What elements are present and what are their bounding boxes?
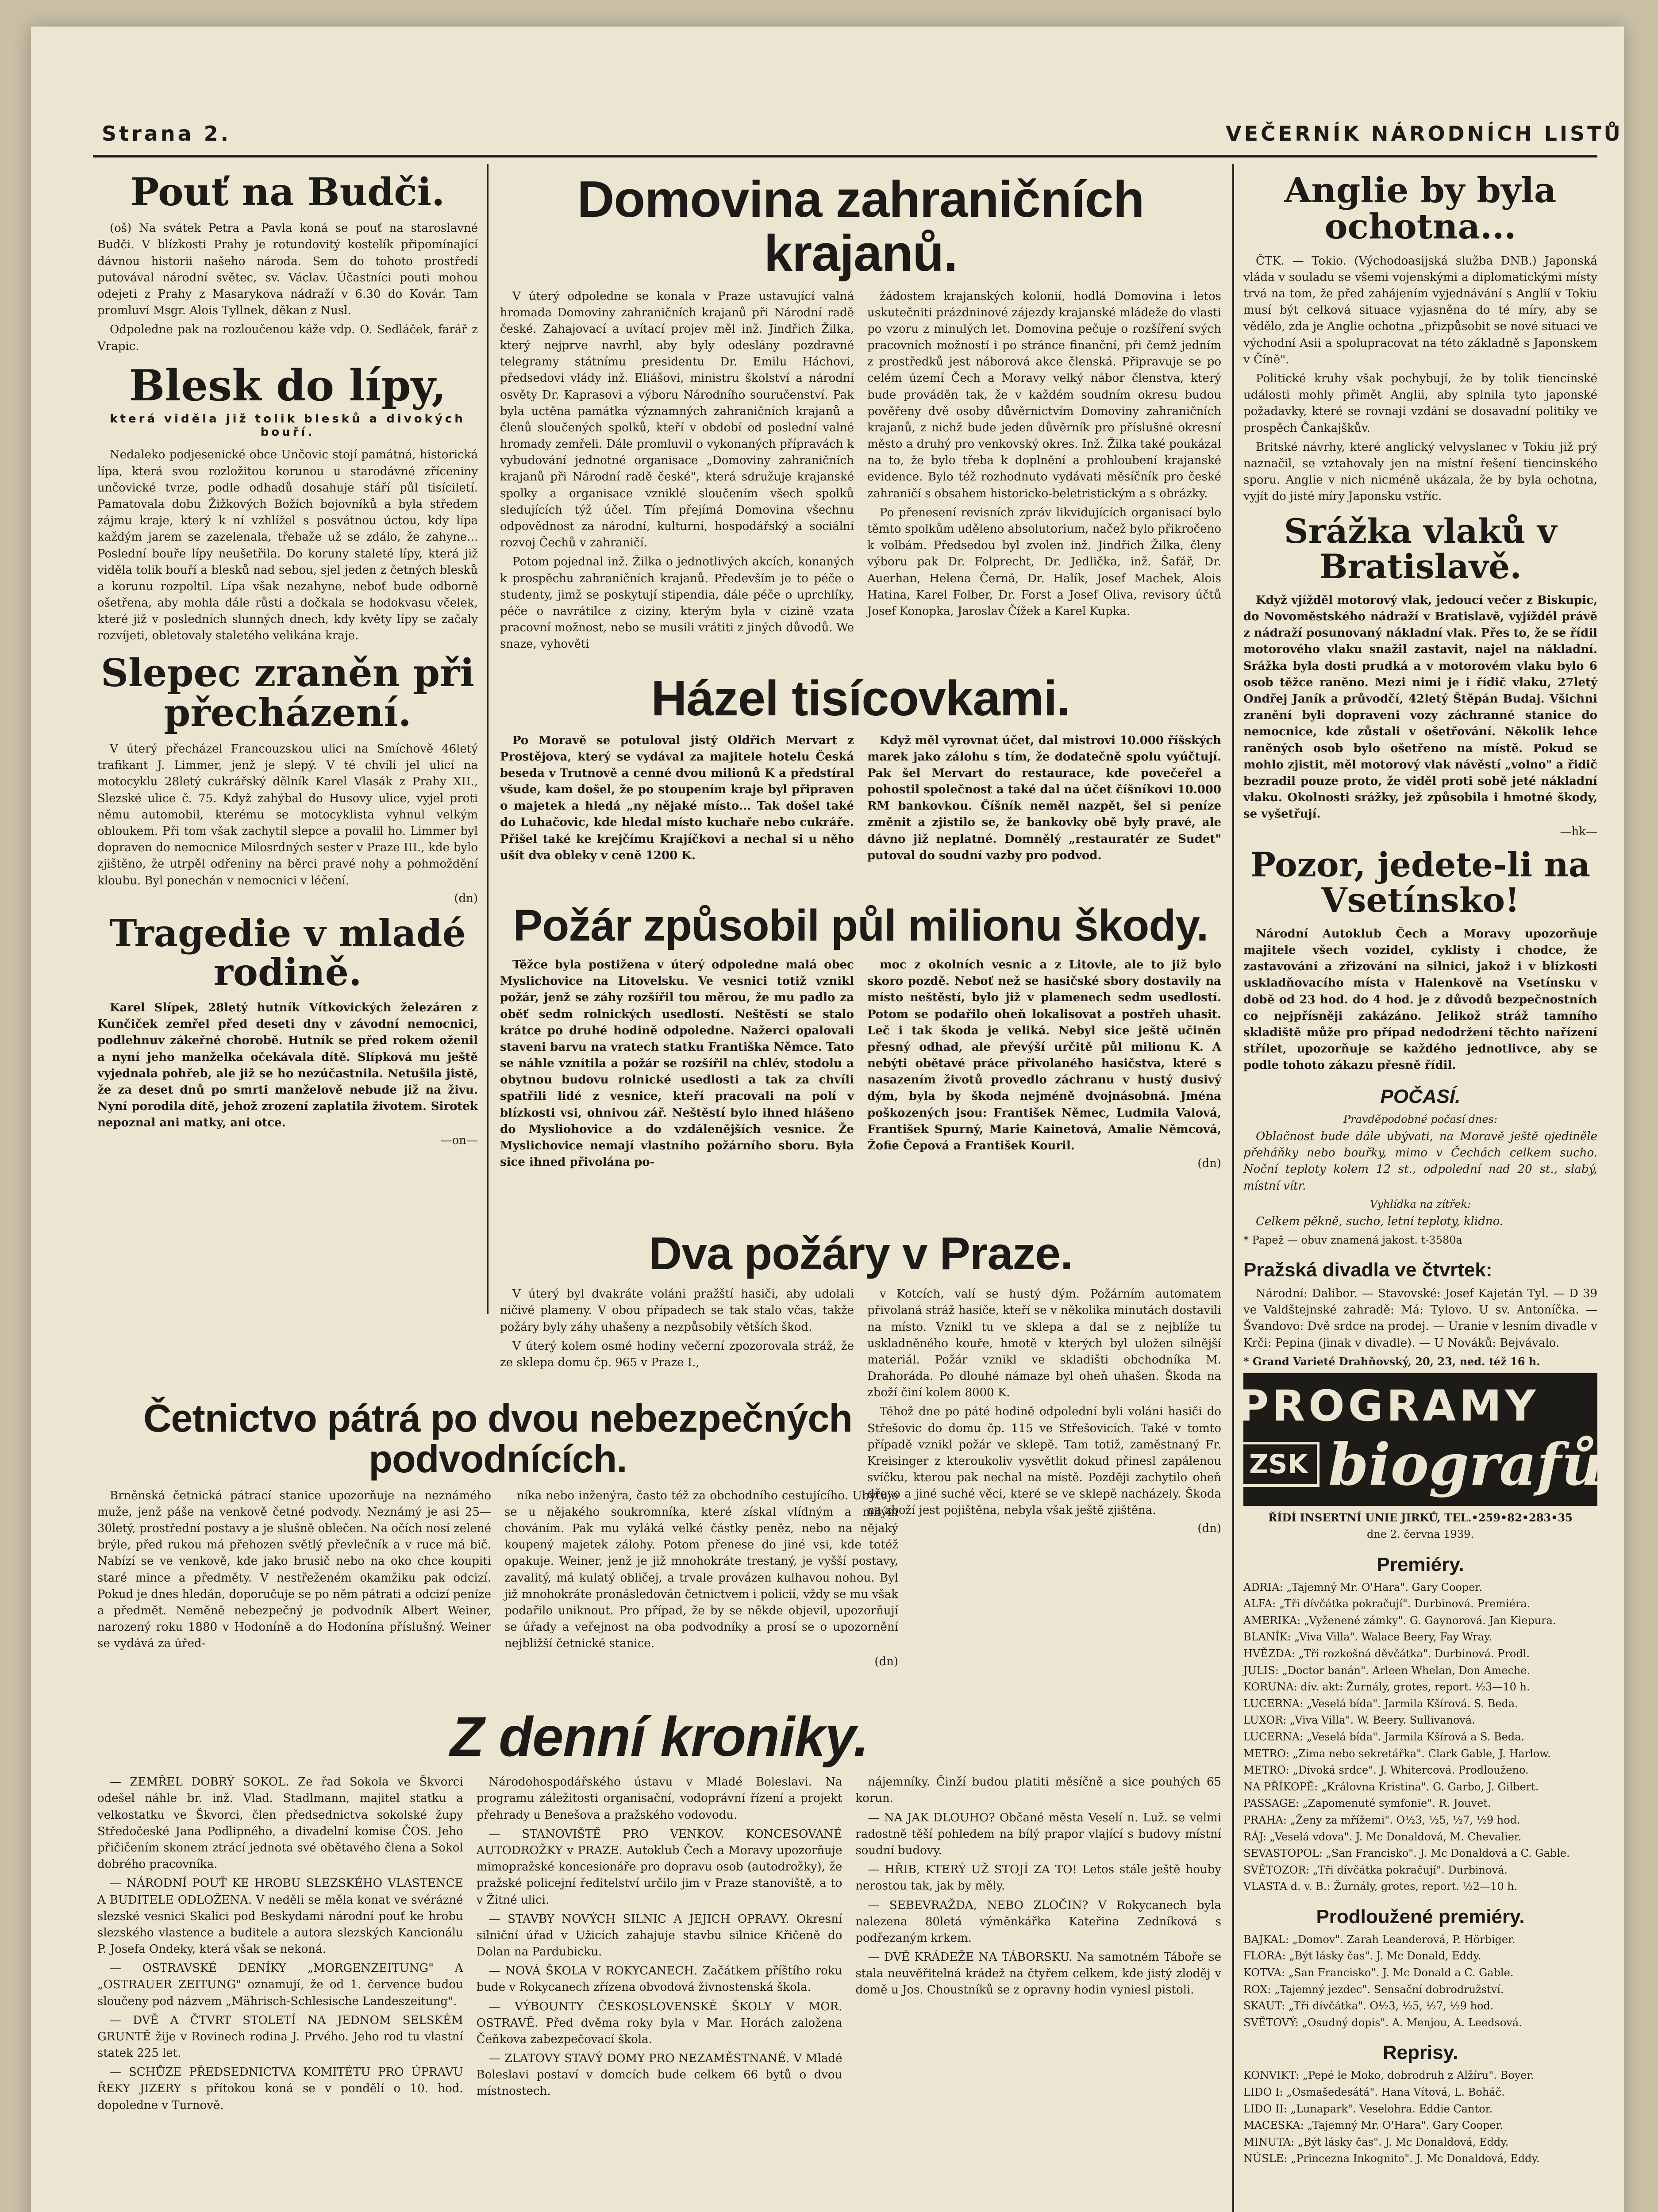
article-headline: Srážka vlaků v Bratislavě.: [1284, 511, 1557, 587]
article-text: Karel Slípek, 28letý hutník Vítkovických železáren z Kunčiček zemřel před deseti dny v závodní nemocnici, podlehnuv zákeřné chorobě. Hutník se před rokem oženil a nyní jeho manželka očekávala dítě. Slípková mu ještě vyjednala pohřeb, ale již se ho nezúčastnila. Netušila jistě, že za deset dnů po smrti manželově nebude již na živu. Nyní porodila dítě, jehož zrození zaplatila životem. Sirotek nepoznal ani matky, ani otce.: [97, 1001, 478, 1130]
news-item: — ZEMŘEL DOBRÝ SOKOL. Ze řad Sokola ve Škvorci odešel náhle br. inž. Vlad. Stadlmann, majitel statku a velkostatku ve Škvorci, člen předsednictva sokolské župy Středočeské Jana Podlipného, a divadelní komise ČOS. Jeho přičičením skonem ztrácí jednota své obětavého člena a Sokol dobrého pracovníka.: [97, 1775, 463, 1871]
small-ad: * Papež — obuv znamená jakost. t-3580a: [1243, 1233, 1462, 1246]
news-item: — SCHŮZE PŘEDSEDNICTVA KOMITÉTU PRO ÚPRAVU ŘEKY JIZERY s přítokou koná se v pondělí o 10. hod. dopoledne v Turnově.: [97, 2066, 463, 2112]
masthead: VEČERNÍK NÁRODNÍCH LISTŮ: [1226, 122, 1623, 146]
weather-title: POČASÍ.: [1380, 1085, 1461, 1107]
article-text: Po Moravě se potuloval jistý Oldřich Mervart z Prostějova, který se vydával za majitele hotelu Česká beseda v Trutnově a cenné dvou milionů K a předstíral všude, kam došel, že po stoupením kraje byl připraven o majetek a hledá „ny nějaké místo... Tak došel také do Luhačovic, kde hledal místo kuchaře nebo cukráře. Přišel také ke krejčímu Krajíčkovi a nechal si u něho ušít dva obleky v ceně 1200 K.: [500, 733, 854, 862]
ad-logo: ZSK: [1238, 1442, 1319, 1487]
news-item: — DVĚ KRÁDEŽE NA TÁBORSKU. Na samotném Táboře se stala neuvěřitelná krádež na čtyřem celkem, kde jistý zloděj v domě u Jos. Choustníků se z opravny hodin vyniesl pistoli.: [855, 1951, 1222, 1997]
cinema-listing: ALFA: „Tři dívčátka pokračují". Durbinová. Premiéra.: [1243, 1598, 1531, 1610]
reprisy-title: Reprisy.: [1382, 2042, 1458, 2064]
weather-text: Oblačnost bude dále ubývati, na Moravě ještě ojediněle přeháňky nebo bouřky, mimo v Čechách celkem sucho. Noční teploty kolem 12 st., odpolední nad 20 st., slabý, místní vítr.: [1243, 1130, 1597, 1193]
news-item: — DVĚ A ČTVRT STOLETÍ NA JEDNOM SELSKÉM GRUNTĚ žije v Rovinech rodina J. Prvého. Jeho rod tu vlastní statek 225 let.: [97, 2013, 463, 2060]
article-subhead: která viděla již tolik blesků a divokých bouří.: [110, 412, 465, 439]
author-sign: —on—: [440, 1134, 478, 1148]
cinema-listing: LUCERNA: „Veselá bída". Jarmila Kšírová. S. Beda.: [1243, 1697, 1518, 1710]
news-item: — VÝBOUNTY ČESKOSLOVENSKÉ ŠKOLY V MOR. OSTRAVĚ. Před dvěma roky byla v Mar. Horách založena Čeňkova zabezpečovací škola.: [476, 2000, 842, 2046]
premiery-title: Premiéry.: [1377, 1553, 1464, 1575]
prodl-list: [1243, 1932, 1597, 2031]
hazel-article: [500, 664, 1221, 894]
cinema-ad-banner: [1237, 1373, 1604, 1506]
ad-footer: ŘÍDÍ INSERTNÍ UNIE JIRKŮ, TEL.•259•82•283•35: [1268, 1511, 1573, 1525]
cinema-listing: LUXOR: „Viva Villa". W. Beery. Sullivanová.: [1243, 1714, 1475, 1727]
article-text: Potom pojednal inž. Žilka o jednotlivých akcích, konaných k prospěchu zahraničních krajanů. Především je to péče o studenty, jimž se poskytují stipendia, dále péče o uprchlíky, péče o navrátilce z ciziny, kterým byla v cizině vzata pracovní možnost, nebo se musili vrátiti z jiných důvodů. We snaze, vyhověti: [500, 555, 854, 651]
page-number: Strana 2.: [102, 122, 231, 146]
cinema-listing: RÁJ: „Veselá vdova". J. Mc Donaldová, M. Chevalier.: [1243, 1830, 1522, 1843]
news-item: — SEBEVRAŽDA, NEBO ZLOČIN? V Rokycanech byla nalezena 80letá výměnkářka Kateřina Zedníková s podřezaným krkem.: [855, 1898, 1222, 1945]
right-column: [1237, 164, 1604, 2212]
theatre-grand: * Grand Varieté Drahňovský, 20, 23, ned. též 16 h.: [1243, 1355, 1540, 1368]
article-text: žádostem krajanských kolonií, hodlá Domovina i letos uskutečniti prázdninové zájezdy krajanské mládeže do vlasti po vzoru z minulých let. Domovina pečuje o rozšíření svých pracovních možností i po stránce finanční, při čemž jedním z prostředků jest náborová akce členská. Připravuje se po celém území Čech a Moravy velký nábor členstva, který bude prováděn tak, že v každém soudním okresu budou pověřeny dvě osoby důvěrnictvím Domoviny zahraničních krajanů, z nichž bude jeden důvěrník pro příslušné okresní město a druhý pro venkovský okres. Inž. Žilka také poukázal na to, že bylo třeba k doplnění a prohloubení krajanské evidence. Bylo též rozhodnuto vydávati měsíčník pro české zahraničí s obsahem historicko-beletristickým a s obrázky.: [867, 289, 1221, 500]
cinema-listing: PRAHA: „Ženy za mřížemi". O½3, ½5, ½7, ½9 hod.: [1243, 1813, 1520, 1826]
column-rule: [487, 164, 489, 1314]
article-headline: Slepec zraněn při přecházení.: [100, 650, 475, 735]
article-headline: Pouť na Budči.: [130, 170, 445, 215]
news-item: — STAVBY NOVÝCH SILNIC A JEJICH OPRAVY. Okresní silniční úřad v Užicích zahajuje stavbu silnice Křičeně do Dolan na Pardubicku.: [476, 1912, 842, 1959]
author-sign: (dn): [1197, 1157, 1221, 1171]
article-text: Po přenesení revisních zpráv likvidujících organisací bylo těmto spolkům uděleno absolutorium, načež bylo přikročeno k volbám. Předsedou byl zvolen inž. Jindřich Žilka, členy výboru pak Dr. Folprecht, Dr. Jedlička, inž. Šafář, Dr. Auerhan, Helena Černá, Dr. Halík, Josef Machek, Alois Hatina, Karel Folber, Dr. Forst a Josef Oliva, revisory účtů Josef Konopka, Jaroslav Čížek a Karel Kupka.: [867, 506, 1221, 618]
article-text: moc z okolních vesnic a z Litovle, ale to již bylo skoro pozdě. Neboť než se hasičské sbory dostavily na místo neštěstí, bylo již v plamenech sedm usedlostí. Potom se podařilo oheň lokalisovat a postřeh uhasit. Leč i tak škoda je veliká. Nebyl sice ještě učiněn přesný odhad, ale převýší určitě půl milionu K. A nebýti obětavé práce přivolaného hasičstva, které s nasazením životů provedlo záchranu v hustý dusivý dým, byla by škoda nejméně dvojnásobná. Jména poškozených jsou: František Němec, Ludmila Valová, František Spurný, Marie Kainetová, Amalie Němcová, Žofie Čepová a František Kouril.: [867, 958, 1221, 1152]
theatre-text: Národní: Dalibor. — Stavovské: Josef Kajetán Tyl. — D 39 ve Valdštejnské zahradě: Má: Tylovo. U sv. Antoníčka. — Švandovo: Dvě srdce na prodej. — Uranie v lesním divadle v Krči: Pepina (jinak v divadle). — U Nováků: Bejvávalo.: [1243, 1287, 1597, 1350]
article-headline: Tragedie v mladé rodině.: [109, 911, 466, 994]
theatre-title: Pražská divadla ve čtvrtek:: [1243, 1259, 1493, 1281]
article-text: V úterý odpoledne se konala v Praze ustavující valná hromada Domoviny zahraničních krajanů při Národní radě české. Zahajovací a uvítací projev měl inž. Jindřich Žilka, který nejprve navrhl, aby byly odeslány pozdravné telegramy státnímu presidentu Dr. Emilu Háchovi, předsedovi vlády inž. Eliášovi, ministru školství a národní osvěty Dr. Kaprasovi a výboru Národního souručenství. Pak byla uctěna památka významných zahraničních krajanů a členů sloučených spolků, kteří v období od poslední valné hromady zemřeli. Dále promluvil o vykonaných přípravách k vybudování jednotné organisace „Domoviny zahraničních krajanů při Národní radě české", která sdružuje krajanské spolky a organisace vzniklé sloučením všech spolků sledujících týž účel. Tím přejímá Domovina všechnu odpovědnost za národní, kulturní, hospodářský a sociální rozvoj Čechů v zahraničí.: [500, 289, 854, 550]
ad-heading: PROGRAMY: [1237, 1381, 1539, 1431]
news-item: — HŘIB, KTERÝ UŽ STOJÍ ZA TO! Letos stále ještě houby nerostou tak, jak by měly.: [855, 1863, 1222, 1893]
cinema-listing: NÚSLE: „Princezna Inkognito". J. Mc Donaldová, Eddy.: [1243, 2152, 1540, 2165]
article-text: Nedaleko podjesenické obce Unčovic stojí památná, historická lípa, která svou rozložitou korunou u starodávné zříceniny unčovické tvrze, podle odhadů dosahuje stáří půl tisíciletí. Pamatovala dobu Žižkových Božích bojovníků a byla středem zájmu kraje, který k ní vzhlížel s posvátnou úctou, kdy lípa každým jarem se zazelenala, třebaže už se zdálo, že zahyne... Poslední bouře lípy neušetřila. Do koruny staleté lípy, která již viděla tolik bouří a blesků nad sebou, sjel jeden z četných blesků a korunu rozpoltil. Lípa však nezahyne, neboť bude odborně ošetřena, aby mohla dále růsti a dočkala se hodokvasu včelek, které již v posledních slunných dnech, kdy květy lípy se začaly rozvíjeti, obletovaly staletého velikána kraje.: [97, 448, 478, 643]
cinema-listing: AMERIKA: „Vyženené zámky". G. Gaynorová. Jan Kiepura.: [1243, 1614, 1556, 1627]
weather-subtitle: Pravděpodobné počasí dnes:: [1343, 1113, 1497, 1125]
cinema-listing: BLANÍK: „Viva Villa". Walace Beery, Fay Wray.: [1243, 1631, 1492, 1644]
news-item: — OSTRAVSKÉ DENÍKY „MORGENZEITUNG" A „OSTRAUER ZEITUNG" oznamují, že od 1. července budou sloučeny pod názvem „Mährisch-Schlesische Landeszeitung".: [97, 1962, 463, 2008]
cinema-listing: KONVIKT: „Pepé le Moko, dobrodruh z Alžíru". Boyer.: [1243, 2069, 1534, 2082]
author-sign: (dn): [454, 891, 478, 905]
cinema-listing: LUCERNA: „Veselá bída". Jarmila Kšírová a S. Beda.: [1243, 1730, 1525, 1743]
section-headline: Z denní kroniky.: [450, 1705, 869, 1768]
article-text: Brněnská četnická pátrací stanice upozorňuje na neznámého muže, jenž páše na venkově četné podvody. Neznámý je asi 25—30letý, prostřední postavy a je slušně oblečen. Na očích nosí zelené brýle, před rukou má přehozen světlý převlečník a v ruce má bič. Nabízí se ve venkově, kde jako brusič nebo na oko chce koupiti staré mince a předměty. V nestřeženém okamžiku pak odcizí. Pokud je dnes hledán, doporučuje se po něm pátrati a odcizí peníze a předmět. Neměně nebezpečný je podvodník Albert Weiner, narozený roku 1880 v Hodoníně a do Hodonína příslušný. Weiner se vydává za úřed-: [97, 1489, 491, 1651]
article-text: Politické kruhy však pochybují, že by tolik tiencinské události mohly přimět Anglii, aby splnila tyto japonské požadavky, které se rovnají vzdání se dosavadní politiky ve prospěch Čankajškův.: [1243, 372, 1597, 435]
article-headline: Domovina zahraničních krajanů.: [577, 170, 1144, 282]
cinema-listing: MACESKA: „Tajemný Mr. O'Hara". Gary Cooper.: [1243, 2119, 1504, 2132]
header-rule: [93, 155, 1597, 157]
article-headline: Dva požáry v Praze.: [649, 1228, 1073, 1279]
article-headline: Anglie by byla ochotna...: [1284, 170, 1557, 247]
article-text: V úterý přecházel Francouzskou ulici na Smíchově 46letý trafikant J. Limmer, jenž je slepý. V té chvíli jel ulicí na motocyklu 28letý cukrářský dělník Karel Vlasák z Prahy XII., Slezské ulice č. 75. Když zahýbal do Husovy ulice, vyjel proti němu automobil, kterému se motocyklista vyhnul velkým obloukem. Při tom však zachytil slepce a povalil ho. Limmer byl dopraven do nemocnice Milosrdných sester v Praze III., kde bylo zjištěno, že utrpěl odřeniny na běrci pravé nohy a pohmoždění kloubu. Byl ponechán v nemocnici v léčení.: [97, 742, 478, 887]
newspaper-page: [31, 27, 1624, 2212]
article-text: Britské návrhy, které anglický velvyslanec v Tokiu již prý naznačil, se vztahovaly jen na místní řešení tiencinského sporu. Anglie v nich nicméně ukázala, že by byla ochotna, vyjít do jisté míry Japonsku vstříc.: [1243, 440, 1597, 503]
cinema-listing: METRO: „Zima nebo sekretářka". Clark Gable, J. Harlow.: [1243, 1747, 1551, 1760]
pozar-article: [500, 894, 1221, 1217]
cinema-listing: SKAUT: „Tři dívčátka". O½3, ½5, ½7, ½9 hod.: [1243, 2000, 1494, 2012]
ad-script: biografů: [1328, 1430, 1604, 1498]
premiery-list: [1243, 1580, 1597, 1894]
cinema-listing: MINUTA: „Být lásky čas". J. Mc Donaldová, Eddy.: [1243, 2135, 1509, 2148]
cinema-listing: VLASTA d. v. B.: Žurnály, grotes, report. ½2—10 h.: [1243, 1880, 1518, 1893]
article-text: v Kotcích, valí se hustý dým. Požárním automatem přivolaná stráž hasiče, kteří se v několika minutách dostavili na místo. Vznikl tu ve sklepa a dal se z nejblíže tu uskladněného kouře, hmotě v kterých byl uložen silnější materiál. Požár vznikl ve skladišti obchodníka M. Drahoráda. Po dlouhé námaze byl oheň uhašen. Škoda na zboží činí kolem 8000 K.: [867, 1287, 1221, 1400]
cinema-listing: KORUNA: dív. akt: Žurnály, grotes, report. ½3—10 h.: [1243, 1681, 1530, 1694]
reprisy-list: [1243, 2068, 1597, 2166]
ad-date: dne 2. června 1939.: [1367, 1528, 1474, 1541]
domovina-article: [500, 164, 1221, 739]
cinema-listing: SEVASTOPOL: „San Francisko". J. Mc Donaldová a C. Gable.: [1243, 1847, 1570, 1860]
cinema-listing: BAJKAL: „Domov". Zarah Leanderová, P. Hörbiger.: [1243, 1933, 1516, 1946]
article-text: V úterý kolem osmé hodiny večerní zpozorovala stráž, že ze sklepa domu čp. 965 v Praze I.,: [500, 1339, 854, 1369]
article-text: Odpoledne pak na rozloučenou káže vdp. O. Sedláček, farář z Vrapic.: [97, 323, 478, 353]
article-text: (oš) Na svátek Petra a Pavla koná se pouť na staroslavné Budči. V blízkosti Prahy je rotundovitý kostelík připomínající dávnou historii našeho národa. Sem do tohoto prostředí putovával národní světec, sv. Václav. Účastníci pouti mohou odejeti z Prahy z Masarykova nádraží v 6.30 do Kovár. Tam promluví Msgr. Alois Tyllnek, děkan z Nusl.: [97, 222, 478, 318]
article-headline: Požár způsobil půl milionu škody.: [513, 901, 1208, 950]
cinema-listing: KOTVA: „San Francisko". J. Mc Donald a C. Gable.: [1243, 1966, 1514, 1979]
cetnictvo-article: [97, 1389, 898, 1708]
cinema-listing: NA PŘÍKOPĚ: „Královna Kristina". G. Garbo, J. Gilbert.: [1243, 1780, 1539, 1793]
article-text: Téhož dne po páté hodině odpolední byli voláni hasiči do Střešovic do domu čp. 115 ve Střešovicích. Také v tomto případě vznikl požár ve sklepě. Tam totiž, zaměstnaný Fr. Kreisinger z kteroukoliv vysvětlit dokud přinesl zapálenou svíčku, kterou pak nechal na místě. Později zachytilo oheň dřevo a jiné suché věci, které se ve sklepě nacházely. Škoda na zboží jest pojištěna, nebyla však ještě zjištěna.: [867, 1405, 1221, 1517]
news-item: Národohospodářského ústavu v Mladé Boleslavi. Na programu záležitosti organisační, vodoprávní řízení a projekt přehrady u Benešova a pražského vodovodu.: [476, 1775, 842, 1822]
article-text: Když měl vyrovnat účet, dal mistrovi 10.000 říšských marek jako zálohu s tím, že dodatečně spolu vyúčtují. Pak šel Mervart do restaurace, kde povečeřel a pohostil společnost a také dal na účet číšníkovi 10.000 RM bankovkou. Číšník neměl nazpět, šel si peníze změnit a zjistilo se, že bankovky obě byly pravé, ale dávno již neplatné. Domnělý „restauratér ze Sudet" putoval do soudní vazby pro podvod.: [867, 733, 1221, 862]
article-text: Těžce byla postižena v úterý odpoledne malá obec Myslichovice na Litovelsku. Ve vesnici totiž vznikl požár, jenž se záhy rozšířil tou měrou, že mu padlo za oběť sedm rolnických usedlostí. Neštěstí se stalo krátce po druhé hodině odpoledne. Nažerci opalovali staveni barvu na vratech statku Františka Němce. Tato se náhle vznítila a požár se rozšířil na chlév, stodolu a obytnou budovu rolnické usedlosti a tak za chvíli spatřili lidé z vesnice, kteří pracovali na polí v blízkosti vsi, ohnivou zář. Neštěstí bylo ihned hlášeno do Mysliohovice a do vzdálenějších vesnice. Že Myslichovice nemají vlastního požárního sboru. Byla sice ihned přivolána po-: [500, 958, 854, 1169]
cinema-listing: LIDO II: „Lunapark". Veselohra. Eddie Cantor.: [1243, 2102, 1493, 2115]
cinema-listing: ROX: „Tajemný jezdec". Sensační dobrodružství.: [1243, 1983, 1504, 1996]
news-item: — NOVÁ ŠKOLA V ROKYCANECH. Začátkem příštího roku bude v Rokycanech zřízena obvodová živnostenská škola.: [476, 1964, 842, 1994]
article-text: Národní Autoklub Čech a Moravy upozorňuje majitele všech vozidel, cyklisty i chodce, že zastavování a zřizování na silnici, jakož i v blízkosti uskladňovacího místa v Halenkově na Vsetínsku v době od 23 hod. do 4 hod. je z důvodů bezpečnostních co nejpřísněji zakázáno. Jelikož stráž tamního skladiště může pro případ nedodržení těchto nařízení střílet, upozorňuje se každého jednotlivce, aby se podle tohoto zákazu přesně řídil.: [1243, 927, 1597, 1072]
weather-outlook: Celkem pěkně, sucho, letní teploty, klidno.: [1256, 1215, 1504, 1229]
cinema-listing: HVĚZDA: „Tři rozkošná děvčátka". Durbinová. Prodl.: [1243, 1647, 1530, 1660]
article-text: Když vjížděl motorový vlak, jedoucí večer z Biskupic, do Novoměstského nádraží v Bratislavě, vyjíždél právě z nádraží posunovaný nákladní vlak. Přes to, že se řídil motorového vlaku snažil zastavit, najel na nákladní. Srážka byla dosti prudká a v motorovém vlaku bylo 6 osob těžce raněno. Mezi nimi je i řídič vlaku, 27letý Ondřej Janík a průvodčí, 42letý Štěpán Budaj. Všichni zranění byli dopraveni vozy záchranné stanice do nemocnice, kde zůstali v ošetřování. Několik lehce raněných osob bylo ošetřeno na místě. Pokud se mohlo zjistit, měl motorový vlak návěstí „volno" a řidič bezradil pouze proto, že viděl proti sobě jeté nákladní vlaku. Okolnosti srážky, jež způsobila i hmotné škody, se vyšetřují.: [1243, 593, 1597, 821]
author-sign: (dn): [1197, 1521, 1221, 1535]
cinema-listing: PASSAGE: „Zapomenuté symfonie". R. Jouvet.: [1243, 1797, 1491, 1810]
cinema-listing: ADRIA: „Tajemný Mr. O'Hara". Gary Cooper.: [1243, 1581, 1482, 1594]
news-item: — ZLATOVY STAVÝ DOMY PRO NEZAMĚSTNANÉ. V Mladé Boleslavi postaví v domcích bude celkem 66 bytů o dvou místnostech.: [476, 2052, 842, 2098]
cinema-listing: LIDO I: „Osmašedesátá". Hana Vítová, L. Boháč.: [1243, 2086, 1505, 2099]
weather-outlook-label: Vyhlídka na zítřek:: [1369, 1198, 1471, 1210]
news-item: — STANOVIŠTĚ PRO VENKOV. KONCESOVANÉ AUTODROŽKY v PRAZE. Autoklub Čech a Moravy upozorňuje mimopražské koncesionáře pro dopravu osob (autodrožky), že pražské policejní ředitelství určilo jim v Praze stanoviště, a to v Žitné ulici.: [476, 1827, 842, 1907]
news-item: nájemníky. Činží budou platiti měsíčně a sice pouhých 65 korun.: [855, 1775, 1222, 1805]
article-headline: Blesk do lípy,: [129, 360, 446, 411]
article-headline: Pozor, jedete-li na Vsetínsko!: [1250, 845, 1591, 920]
cinema-listing: SVĚTOVÝ: „Osudný dopis". A. Menjou, A. Leedsová.: [1243, 2016, 1522, 2029]
author-sign: —hk—: [1560, 825, 1597, 839]
cinema-listing: JULIS: „Doctor banán". Arleen Whelan, Don Ameche.: [1243, 1664, 1531, 1677]
article-headline: Házel tisícovkami.: [651, 671, 1070, 726]
cinema-listing: FLORA: „Být lásky čas". J. Mc Donald, Eddy.: [1243, 1950, 1481, 1962]
left-column: [97, 164, 478, 1358]
column-rule: [1232, 164, 1234, 2212]
news-item: — NÁRODNÍ POUŤ KE HROBU SLEZSKÉHO VLASTENCE A BUDITELE ODLOŽENA. V neděli se měla konat ve svérázné slezské vesnici Skalici pod Beskydami národní pouť ke hrobu slezského vlastence a buditele a autora slezských Kancionálu P. Josefa Ondeky, která však se nekoná.: [97, 1877, 463, 1956]
article-text: ČTK. — Tokio. (Východoasijská služba DNB.) Japonská vláda v souladu se všemi vojenskými a diplomatickými místy trvá na tom, že před zahájením vyjednávání s Anglií v Tokiu musí být celková situace vyjasněna do té míry, aby se vědělo, zda je Anglie ochotna „přizpůsobit se nové situaci ve východní Asii a spolupracovat na této základně s Japonskem v Číně".: [1243, 254, 1597, 366]
article-text: níka nebo inženýra, často též za obchodního cestujícího. Ubytuje se u nějakého soukromníka, které získal vlídným a milým chováním. Pak mu vyláká velké částky peněz, nebo na nějaký koupený majetek zálohy. Potom přenese do jiné vsi, kde totéž opakuje. Weiner, jenž je již mnohokráte trestaný, je vyšší postavy, zavalitý, má kulatý obličej, a trvale provázen kulhavou nohou. Byl již mnohokráte pronásledován četnictvem i policií, vždy se mu však podařilo uniknout. Pro případ, že by se někde objevil, upozorňují se úřady a veřejnost na oba podvodníky a prosí se o upozornění nejbližší četnické stanice.: [504, 1489, 898, 1651]
kronika-section: [97, 1699, 1221, 2212]
prodl-title: Prodloužené premiéry.: [1316, 1905, 1525, 1928]
news-item: — NA JAK DLOUHO? Občané města Veselí n. Luž. se velmi radostně těší pohledem na bílý prapor vlající s budovy místní soudní budovy.: [855, 1811, 1222, 1857]
article-headline: Četnictvo pátrá po dvou nebezpečných podvodnících.: [143, 1396, 853, 1481]
cinema-listing: METRO: „Divoká srdce". J. Whitercová. Prodlouženo.: [1243, 1764, 1529, 1777]
cinema-listing: SVĚTOZOR: „Tři dívčátka pokračují". Durbinová.: [1243, 1863, 1508, 1876]
article-text: V úterý byl dvakráte voláni pražští hasiči, aby udolali ničivé plameny. V obou případech se tak stalo včas, takže požáry byly záhy uhašeny a nezpůsobily větších škod.: [500, 1287, 854, 1334]
author-sign: (dn): [874, 1655, 898, 1668]
